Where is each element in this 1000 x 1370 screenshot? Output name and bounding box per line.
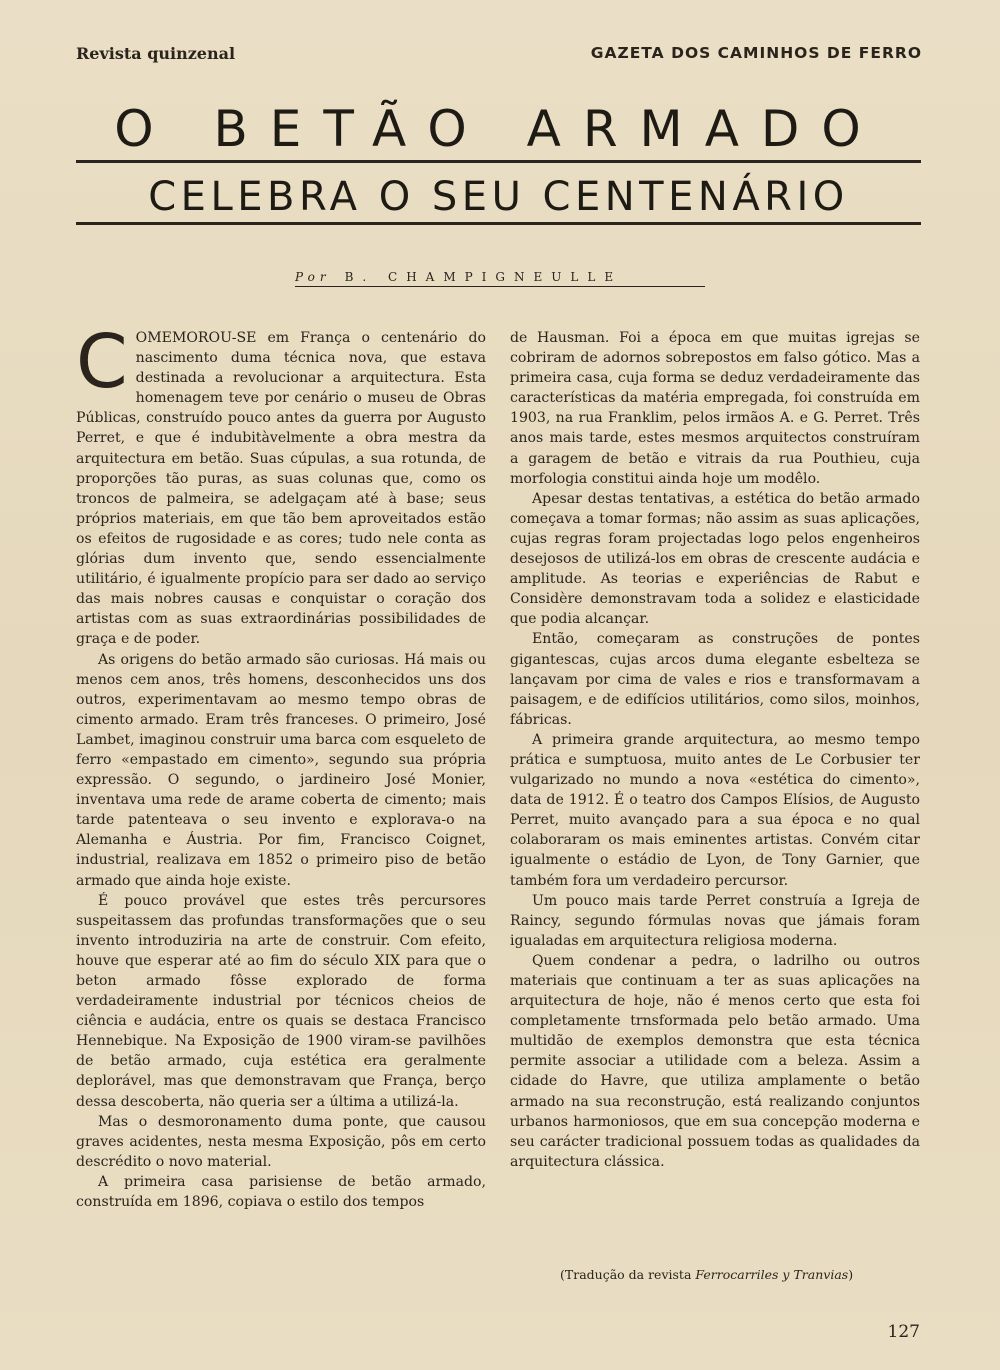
byline (295, 270, 705, 287)
header-magazine-name: GAZETA DOS CAMINHOS DE FERRO (590, 44, 922, 62)
byline-author: B. CHAMPIGNEULLE (344, 270, 623, 284)
article-paragraph: As origens do betão armado são curiosas. Há mais ou menos cem anos, três homens, desconhecidos uns dos outros, experimentavam ao mesmo tempo obras de cimento armado. Eram três franceses. O primeiro, José Lambet, imaginou construir uma barca com esqueleto de ferro «empastado em cimento», segundo sua própria expressão. O segundo, o jardineiro José Monier, inventava uma rede de arame coberta de cimento; mais tarde patenteava o seu invento e explorava-o na Alemanha e Áustria. Por fim, Francisco Coignet, industrial, realizava em 1852 o primeiro piso de betão armado que ainda hoje existe. (76, 651, 486, 889)
article-paragraph: Quem condenar a pedra, o ladrilho ou outros materiais que continuam a ter as suas aplicações na arquitectura de hoje, não é menos certo que esta foi completamente trnsformada pelo betão armado. Uma multidão de exemplos demonstra que esta técnica permite associar a utilidade com a beleza. Assim a cidade do Havre, que utiliza amplamente o betão armado na sua reconstrução, está realizando conjuntos urbanos harmoniosos, que em sua concepção moderna e seu carácter tradicional possuem todas as qualidades da arquitectura clássica. (510, 952, 920, 1170)
article-paragraph: A primeira casa parisiense de betão armado, construída em 1896, copiava o estilo dos tempos (76, 1173, 486, 1211)
article-paragraph: de Hausman. Foi a época em que muitas igrejas se cobriram de adornos sobrepostos em falso gótico. Mas a primeira casa, cuja forma se deduz verdadeiramente das características da matéria empregada, foi construída em 1903, na rua Franklim, pelos irmãos A. e G. Perret. Três anos mais tarde, estes mesmos arquitectos construíram a garagem de betão e vitrais da rua Pouthieu, cuja morfologia constitui ainda hoje um modêlo. (510, 330, 920, 487)
byline-prefix: Por (295, 270, 331, 284)
article-paragraph: COMEMOROU-SE em França o centenário do nascimento duma técnica nova, que estava destinada a revolucionar a arquitectura. Esta homenagem teve por cenário o museu de Obras Públicas, construído pouco antes da guerra por Augusto Perret, e que é indubitàvelmente a obra mestra da arquitectura em betão. Suas cúpulas, a sua rotunda, de proporções tão puras, as suas colunas que, como os troncos de palmeira, se adelgaçam até à base; seus próprios materiais, em que tão bem aproveitados estão os efeitos de rugosidade e as cores; tudo nele conta as glórias dum invento que, sendo essencialmente utilitário, é igualmente propício para ser dado ao serviço das mais nobres causas e conquistar o coração dos artistas com as suas extraordinárias possibilidades de graça e de poder. (76, 319, 486, 648)
drop-cap: C (76, 319, 128, 405)
article-title-line-1: O BETÃO ARMADO (76, 98, 921, 163)
article-paragraph: É pouco provável que estes três percursores suspeitassem das profundas transformações que o seu invento introduziria na arte de construir. Com efeito, houve que esperar até ao fim do século XIX para que o beton armado fôsse explorado de forma verdadeiramente industrial por técnicos cheios de ciência e audácia, entre os quais se destaca Francisco Hennebique. Na Exposição de 1900 viram-se pavilhões de betão armado, cuja estética era geralmente deplorável, mas que demonstravam que França, berço dessa descoberta, não queria ser a última a utilizá-la. (76, 892, 486, 1110)
article-column-left (76, 319, 486, 1212)
article-paragraph: Mas o desmoronamento duma ponte, que causou graves acidentes, nesta mesma Exposição, pôs em certo descrédito o novo material. (76, 1113, 486, 1170)
article-paragraph: Apesar destas tentativas, a estética do betão armado começava a tomar formas; não assim as suas aplicações, cujas regras foram projectadas logo pelos engenheiros desejosos de utilizá-los em obras de crescente audácia e amplitude. As teorias e experiências de Rabut e Considère demonstravam toda a solidez e elasticidade que podia alcançar. (510, 490, 920, 628)
article-title-line-2: CELEBRA O SEU CENTENÁRIO (76, 172, 921, 225)
article-paragraph: Um pouco mais tarde Perret construía a Igreja de Raincy, segundo fórmulas novas que jámais foram igualadas em arquitectura religiosa moderna. (510, 892, 920, 949)
page-number: 127 (887, 1322, 920, 1342)
source-publication: Ferrocarriles y Tranvias (695, 1267, 849, 1282)
translation-source: (Tradução da revista Ferrocarriles y Tranvias) (560, 1267, 854, 1282)
header-publication-frequency: Revista quinzenal (76, 44, 236, 63)
article-paragraph: Então, começaram as construções de pontes gigantescas, cujas arcos duma elegante esbelteza se lançavam por cima de vales e rios e transformavam a paisagem, e de edifícios utilitários, como silos, moinhos, fábricas. (510, 631, 920, 728)
article-column-right (510, 328, 920, 1172)
article-paragraph: A primeira grande arquitectura, ao mesmo tempo prática e sumptuosa, muito antes de Le Corbusier ter vulgarizado no mundo a nova «estética do cimento», data de 1912. É o teatro dos Campos Elísios, de Augusto Perret, muito avançado para a sua época e no qual colaboraram os mais eminentes artistas. Convém citar igualmente o estádio de Lyon, de Tony Garnier, que também fora um verdadeiro percursor. (510, 731, 920, 889)
